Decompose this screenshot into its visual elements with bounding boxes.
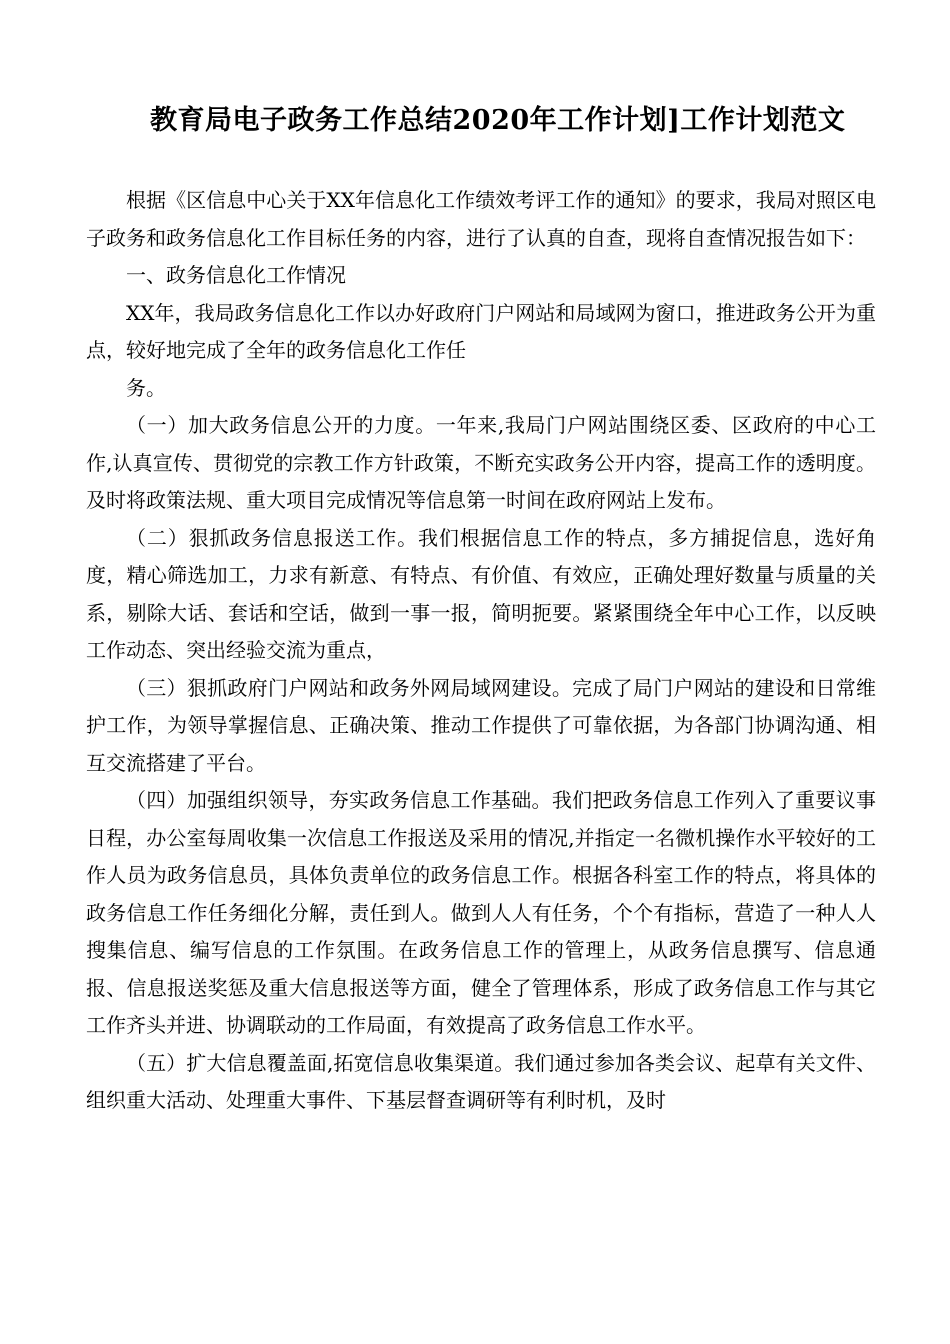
document-title: 教育局电子政务工作总结2020年工作计划]工作计划范文	[150, 105, 846, 136]
paragraph-item-1: （一）加大政务信息公开的力度。一年来,我局门户网站围绕区委、区政府的中心工作,认真宣传、贯彻党的宗教工作方针政策，不断充实政务公开内容，提高工作的透明度。及时将政策法规、重大项目完成情况等信息第一时间在政府网站上发布。	[86, 413, 876, 512]
paragraph-overview: XX年，我局政务信息化工作以办好政府门户网站和局域网为窗口，推进政务公开为重点，较好地完成了全年的政务信息化工作任	[86, 300, 876, 362]
paragraph-item-4: （四）加强组织领导，夯实政务信息工作基础。我们把政务信息工作列入了重要议事日程，办公室每周收集一次信息工作报送及采用的情况,并指定一名微机操作水平较好的工作人员为政务信息员，具体负责单位的政务信息工作。根据各科室工作的特点，将具体的政务信息工作任务细化分解，责任到人。做到人人有任务，个个有指标，营造了一种人人搜集信息、编写信息的工作氛围。在政务信息工作的管理上，从政务信息撰写、信息通报、信息报送奖惩及重大信息报送等方面，健全了管理体系，形成了政务信息工作与其它工作齐头并进、协调联动的工作局面，有效提高了政务信息工作水平。	[86, 788, 876, 1037]
paragraph-item-3: （三）狠抓政府门户网站和政务外网局域网建设。完成了局门户网站的建设和日常维护工作，为领导掌握信息、正确决策、推动工作提供了可靠依据，为各部门协调沟通、相互交流搭建了平台。	[86, 675, 876, 775]
document-body	[86, 182, 876, 1120]
paragraph-item-5: （五）扩大信息覆盖面,拓宽信息收集渠道。我们通过参加各类会议、起草有关文件、组织重大活动、处理重大事件、下基层督查调研等有利时机，及时	[86, 1050, 876, 1112]
paragraph-item-2: （二）狠抓政务信息报送工作。我们根据信息工作的特点，多方捕捉信息，选好角度，精心筛选加工，力求有新意、有特点、有价值、有效应，正确处理好数量与质量的关系，剔除大话、套话和空话，做到一事一报，简明扼要。紧紧围绕全年中心工作，以反映工作动态、突出经验交流为重点，	[86, 525, 876, 662]
paragraph-intro: 根据《区信息中心关于XX年信息化工作绩效考评工作的通知》的要求，我局对照区电子政务和政务信息化工作目标任务的内容，进行了认真的自查，现将自查情况报告如下：	[86, 188, 876, 250]
section-heading-1: 一、政务信息化工作情况	[126, 263, 346, 287]
paragraph-overview-continued: 务。	[126, 375, 166, 400]
